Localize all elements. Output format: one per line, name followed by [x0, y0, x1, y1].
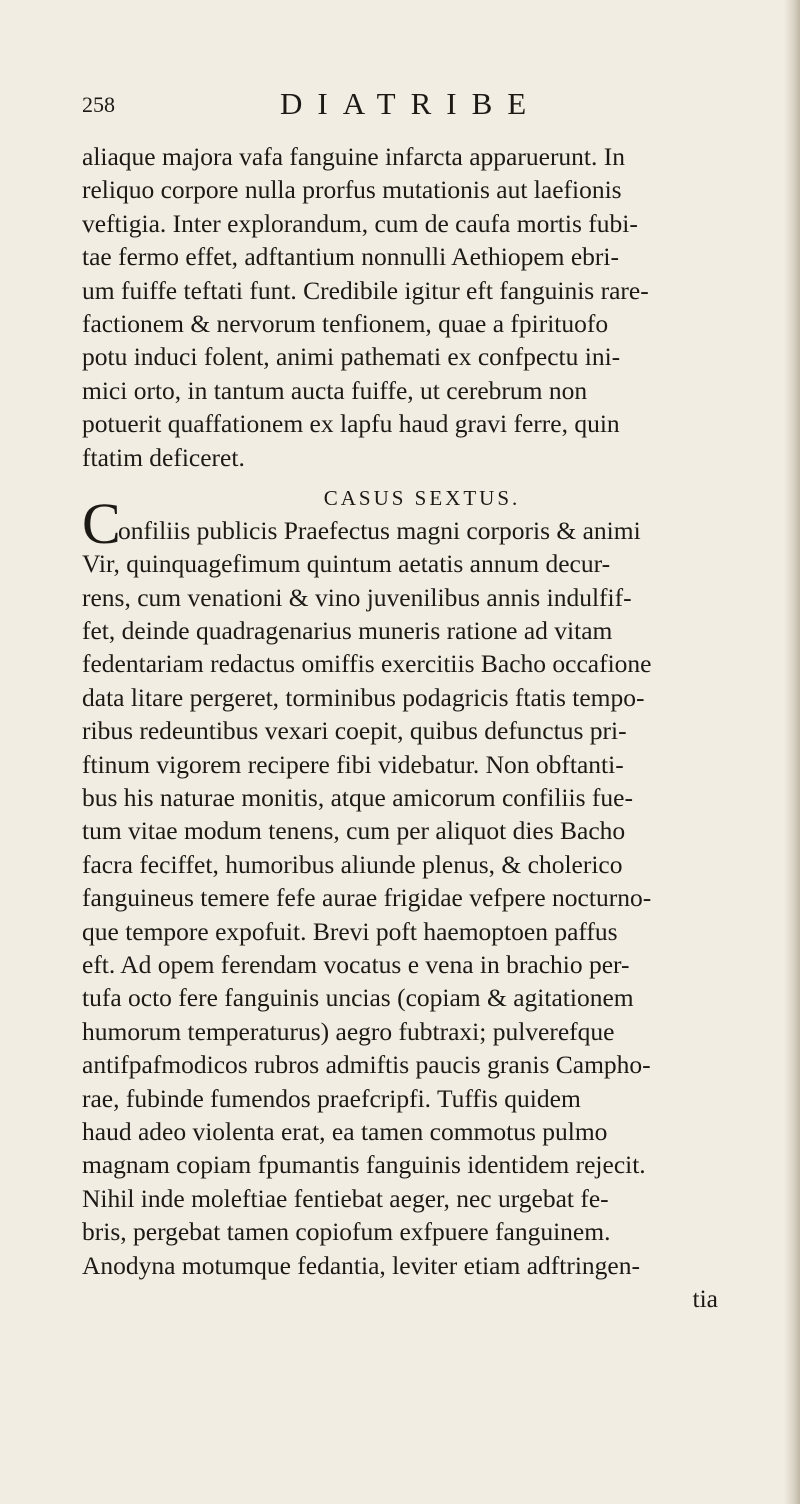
page-number: 258 — [82, 92, 115, 117]
section-title: CASUS SEXTUS. — [323, 485, 521, 510]
text-line: rae, fubinde fumendos praefcripfi. Tuffis quidem — [82, 1083, 581, 1113]
text-line: potuerit quaffationem ex lapfu haud gravi ferre, quin — [82, 409, 620, 439]
text-line: potu induci folent, animi pathemati ex confpectu ini- — [82, 342, 621, 372]
text-line: magnam copiam fpumantis fanguinis identidem rejecit. — [82, 1150, 646, 1180]
text-line: bris, pergebat tamen copiofum exfpuere fanguinem. — [82, 1217, 611, 1247]
text-line: um fuiffe teftati funt. Credibile igitur eft fanguinis rare- — [82, 275, 649, 305]
text-line: haud adeo violenta erat, ea tamen commotus pulmo — [82, 1116, 608, 1146]
text-line: Anodyna motumque fedantia, leviter etiam adftringen- — [82, 1250, 640, 1280]
text-line: antifpafmodicos rubros admiftis paucis granis Campho- — [82, 1050, 651, 1080]
catchword: tia — [692, 1283, 718, 1313]
text-line: bus his naturae monitis, atque amicorum confiliis fue- — [82, 783, 633, 813]
text-line: fedentariam redactus omiffis exercitiis Bacho occafione — [82, 649, 652, 679]
text-line: ftatim deficeret. — [82, 442, 245, 472]
running-head: DIATRIBE — [280, 86, 542, 121]
text-line: mici orto, in tantum aucta fuiffe, ut cerebrum non — [82, 375, 588, 405]
text-line: eft. Ad opem ferendam vocatus e vena in brachio per- — [82, 949, 630, 979]
text-line: Nihil inde moleftiae fentiebat aeger, nec urgebat fe- — [82, 1183, 609, 1213]
text-line: onfiliis publicis Praefectus magni corporis & animi — [118, 515, 641, 545]
text-line: tufa octo fere fanguinis uncias (copiam & agitationem — [82, 983, 634, 1013]
paragraph-1 — [82, 140, 722, 474]
text-line: fanguineus temere fefe aurae frigidae vefpere nocturno- — [82, 883, 652, 913]
text-line: humorum temperaturus) aegro fubtraxi; pulverefque — [82, 1016, 615, 1046]
text-line: tae fermo effet, adftantium nonnulli Aethiopem ebri- — [82, 242, 619, 272]
text-line: aliaque majora vafa fanguine infarcta apparuerunt. In — [82, 142, 626, 171]
text-line: que tempore expofuit. Brevi poft haemoptoen paffus — [82, 916, 618, 946]
body-text — [82, 140, 722, 1315]
page-edge — [784, 0, 800, 1504]
text-line: factionem & nervorum tenfionem, quae a fpirituofo — [82, 308, 609, 338]
text-line: rens, cum venationi & vino juvenilibus annis indulfif- — [82, 582, 632, 612]
text-line: veftigia. Inter explorandum, cum de caufa mortis fubi- — [82, 208, 638, 238]
page-header — [82, 86, 702, 130]
text-line: tum vitae modum tenens, cum per aliquot dies Bacho — [82, 816, 626, 846]
text-line: data litare pergeret, torminibus podagricis ftatis tempo- — [82, 682, 645, 712]
text-line: facra feciffet, humoribus aliunde plenus, & cholerico — [82, 849, 623, 879]
drop-cap: C — [82, 490, 121, 556]
text-line: fet, deinde quadragenarius muneris ratione ad vitam — [82, 616, 613, 646]
text-line: ribus redeuntibus vexari coepit, quibus defunctus pri- — [82, 716, 627, 746]
text-line: reliquo corpore nulla prorfus mutationis aut laefionis — [82, 175, 622, 205]
text-line: Vir, quinquagefimum quintum aetatis annum decur- — [82, 549, 611, 579]
text-line: ftinum vigorem recipere fibi videbatur. Non obftanti- — [82, 749, 624, 779]
